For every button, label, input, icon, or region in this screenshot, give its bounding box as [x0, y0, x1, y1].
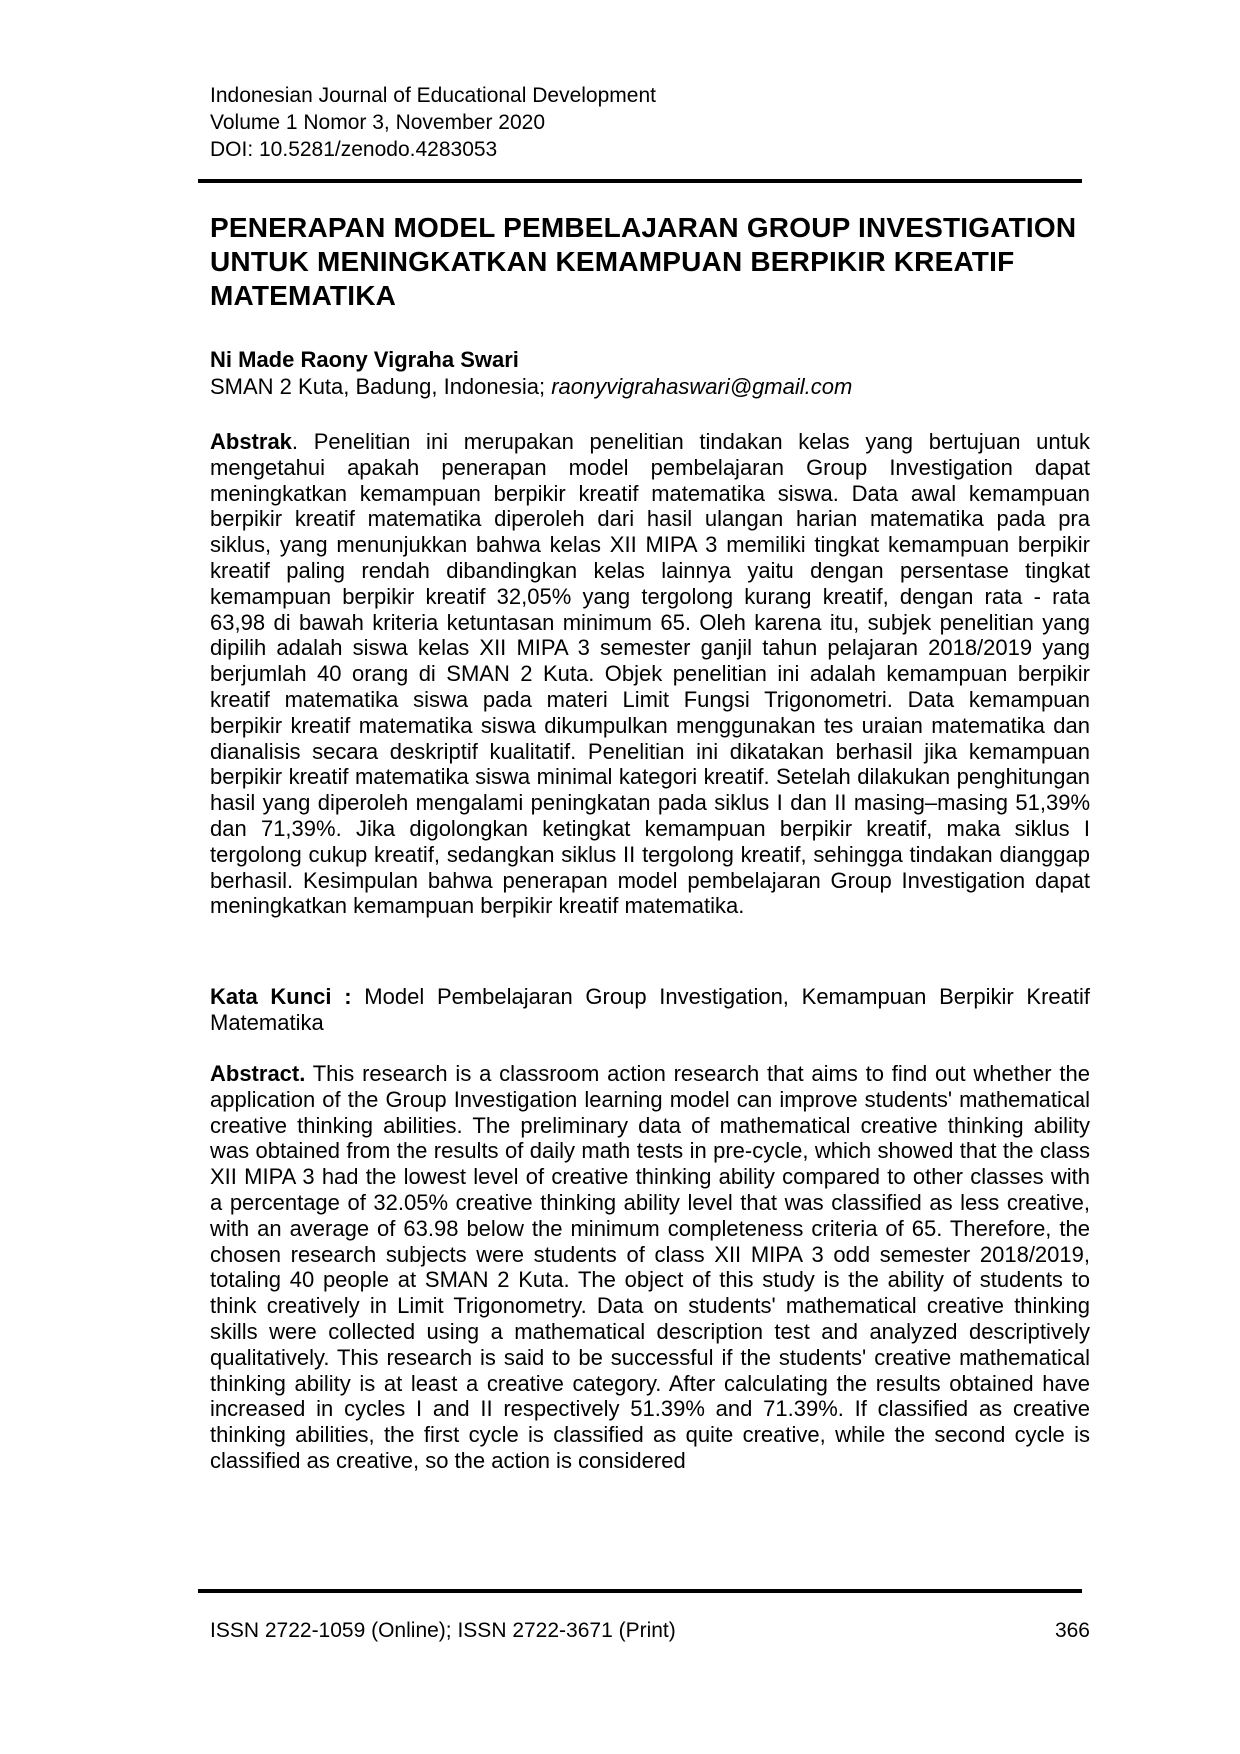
- author-block: [210, 346, 1090, 400]
- abstrak-label: Abstrak: [210, 429, 292, 454]
- footer-page-number: 366: [1054, 1619, 1090, 1642]
- abstract-label: Abstract.: [210, 1061, 306, 1086]
- abstract-text: This research is a classroom action research that aims to find out whether the application of the Group Investigation learning model can improve students' mathematical creative thinking abilities. The preliminary data of mathematical creative thinking ability was obtained from the results of daily math tests in pre-cycle, which showed that the class XII MIPA 3 had the lowest level of creative thinking ability compared to other classes with a percentage of 32.05% creative thinking ability level that was classified as less creative, with an average of 63.98 below the minimum completeness criteria of 65. Therefore, the chosen research subjects were students of class XII MIPA 3 odd semester 2018/2019, totaling 40 people at SMAN 2 Kuta. The object of this study is the ability of students to think creatively in Limit Trigonometry. Data on students' mathematical creative thinking skills were collected using a mathematical description test and analyzed descriptively qualitatively. This research is said to be successful if the students' creative mathematical thinking ability is at least a creative category. After calculating the results obtained have increased in cycles I and II respectively 51.39% and 71.39%. If classified as creative thinking abilities, the first cycle is classified as quite creative, while the second cycle is classified as creative, so the action is considered: [210, 1061, 1090, 1473]
- abstract-paragraph: [210, 1061, 1090, 1474]
- footer-issn: ISSN 2722-1059 (Online); ISSN 2722-3671 (Print): [210, 1619, 676, 1642]
- article-title: PENERAPAN MODEL PEMBELAJARAN GROUP INVESTIGATION UNTUK MENINGKATKAN KEMAMPUAN BERPIKIR KREATIF MATEMATIKA: [210, 212, 1077, 311]
- author-email: raonyvigrahaswari@gmail.com: [551, 374, 853, 399]
- kata-kunci-text: Model Pembelajaran Group Investigation, Kemampuan Berpikir Kreatif Matematika: [210, 984, 1090, 1035]
- journal-doi: DOI: 10.5281/zenodo.4283053: [210, 138, 498, 161]
- abstrak-paragraph: [210, 429, 1090, 919]
- journal-name: Indonesian Journal of Educational Development: [210, 84, 656, 107]
- author-affiliation: SMAN 2 Kuta, Badung, Indonesia;: [210, 374, 552, 399]
- author-affiliation-line: [210, 373, 1090, 400]
- header-divider: [198, 179, 1082, 183]
- journal-header: [210, 82, 1090, 163]
- footer-divider: [198, 1589, 1082, 1593]
- author-name: Ni Made Raony Vigraha Swari: [210, 347, 519, 372]
- kata-kunci-paragraph: [210, 984, 1090, 1036]
- kata-kunci-label: Kata Kunci :: [210, 984, 352, 1009]
- journal-volume: Volume 1 Nomor 3, November 2020: [210, 111, 546, 134]
- abstrak-text: . Penelitian ini merupakan penelitian tindakan kelas yang bertujuan untuk mengetahui apakah penerapan model pembelajaran Group Investigation dapat meningkatkan kemampuan berpikir kreatif matematika siswa. Data awal kemampuan berpikir kreatif matematika diperoleh dari hasil ulangan harian matematika pada pra siklus, yang menunjukkan bahwa kelas XII MIPA 3 memiliki tingkat kemampuan berpikir kreatif paling rendah dibandingkan kelas lainnya yaitu dengan persentase tingkat kemampuan berpikir kreatif 32,05% yang tergolong kurang kreatif, dengan rata - rata 63,98 di bawah kriteria ketuntasan minimum 65. Oleh karena itu, subjek penelitian yang dipilih adalah siswa kelas XII MIPA 3 semester ganjil tahun pelajaran 2018/2019 yang berjumlah 40 orang di SMAN 2 Kuta. Objek penelitian ini adalah kemampuan berpikir kreatif matematika siswa pada materi Limit Fungsi Trigonometri. Data kemampuan berpikir kreatif matematika siswa dikumpulkan menggunakan tes uraian matematika dan dianalisis secara deskriptif kualitatif. Penelitian ini dikatakan berhasil jika kemampuan berpikir kreatif matematika siswa minimal kategori kreatif. Setelah dilakukan penghitungan hasil yang diperoleh mengalami peningkatan pada siklus I dan II masing–masing 51,39% dan 71,39%. Jika digolongkan ketingkat kemampuan berpikir kreatif, maka siklus I tergolong cukup kreatif, sedangkan siklus II tergolong kreatif, sehingga tindakan dianggap berhasil. Kesimpulan bahwa penerapan model pembelajaran Group Investigation dapat meningkatkan kemampuan berpikir kreatif matematika.: [210, 429, 1090, 919]
- page-footer: [210, 1617, 1090, 1644]
